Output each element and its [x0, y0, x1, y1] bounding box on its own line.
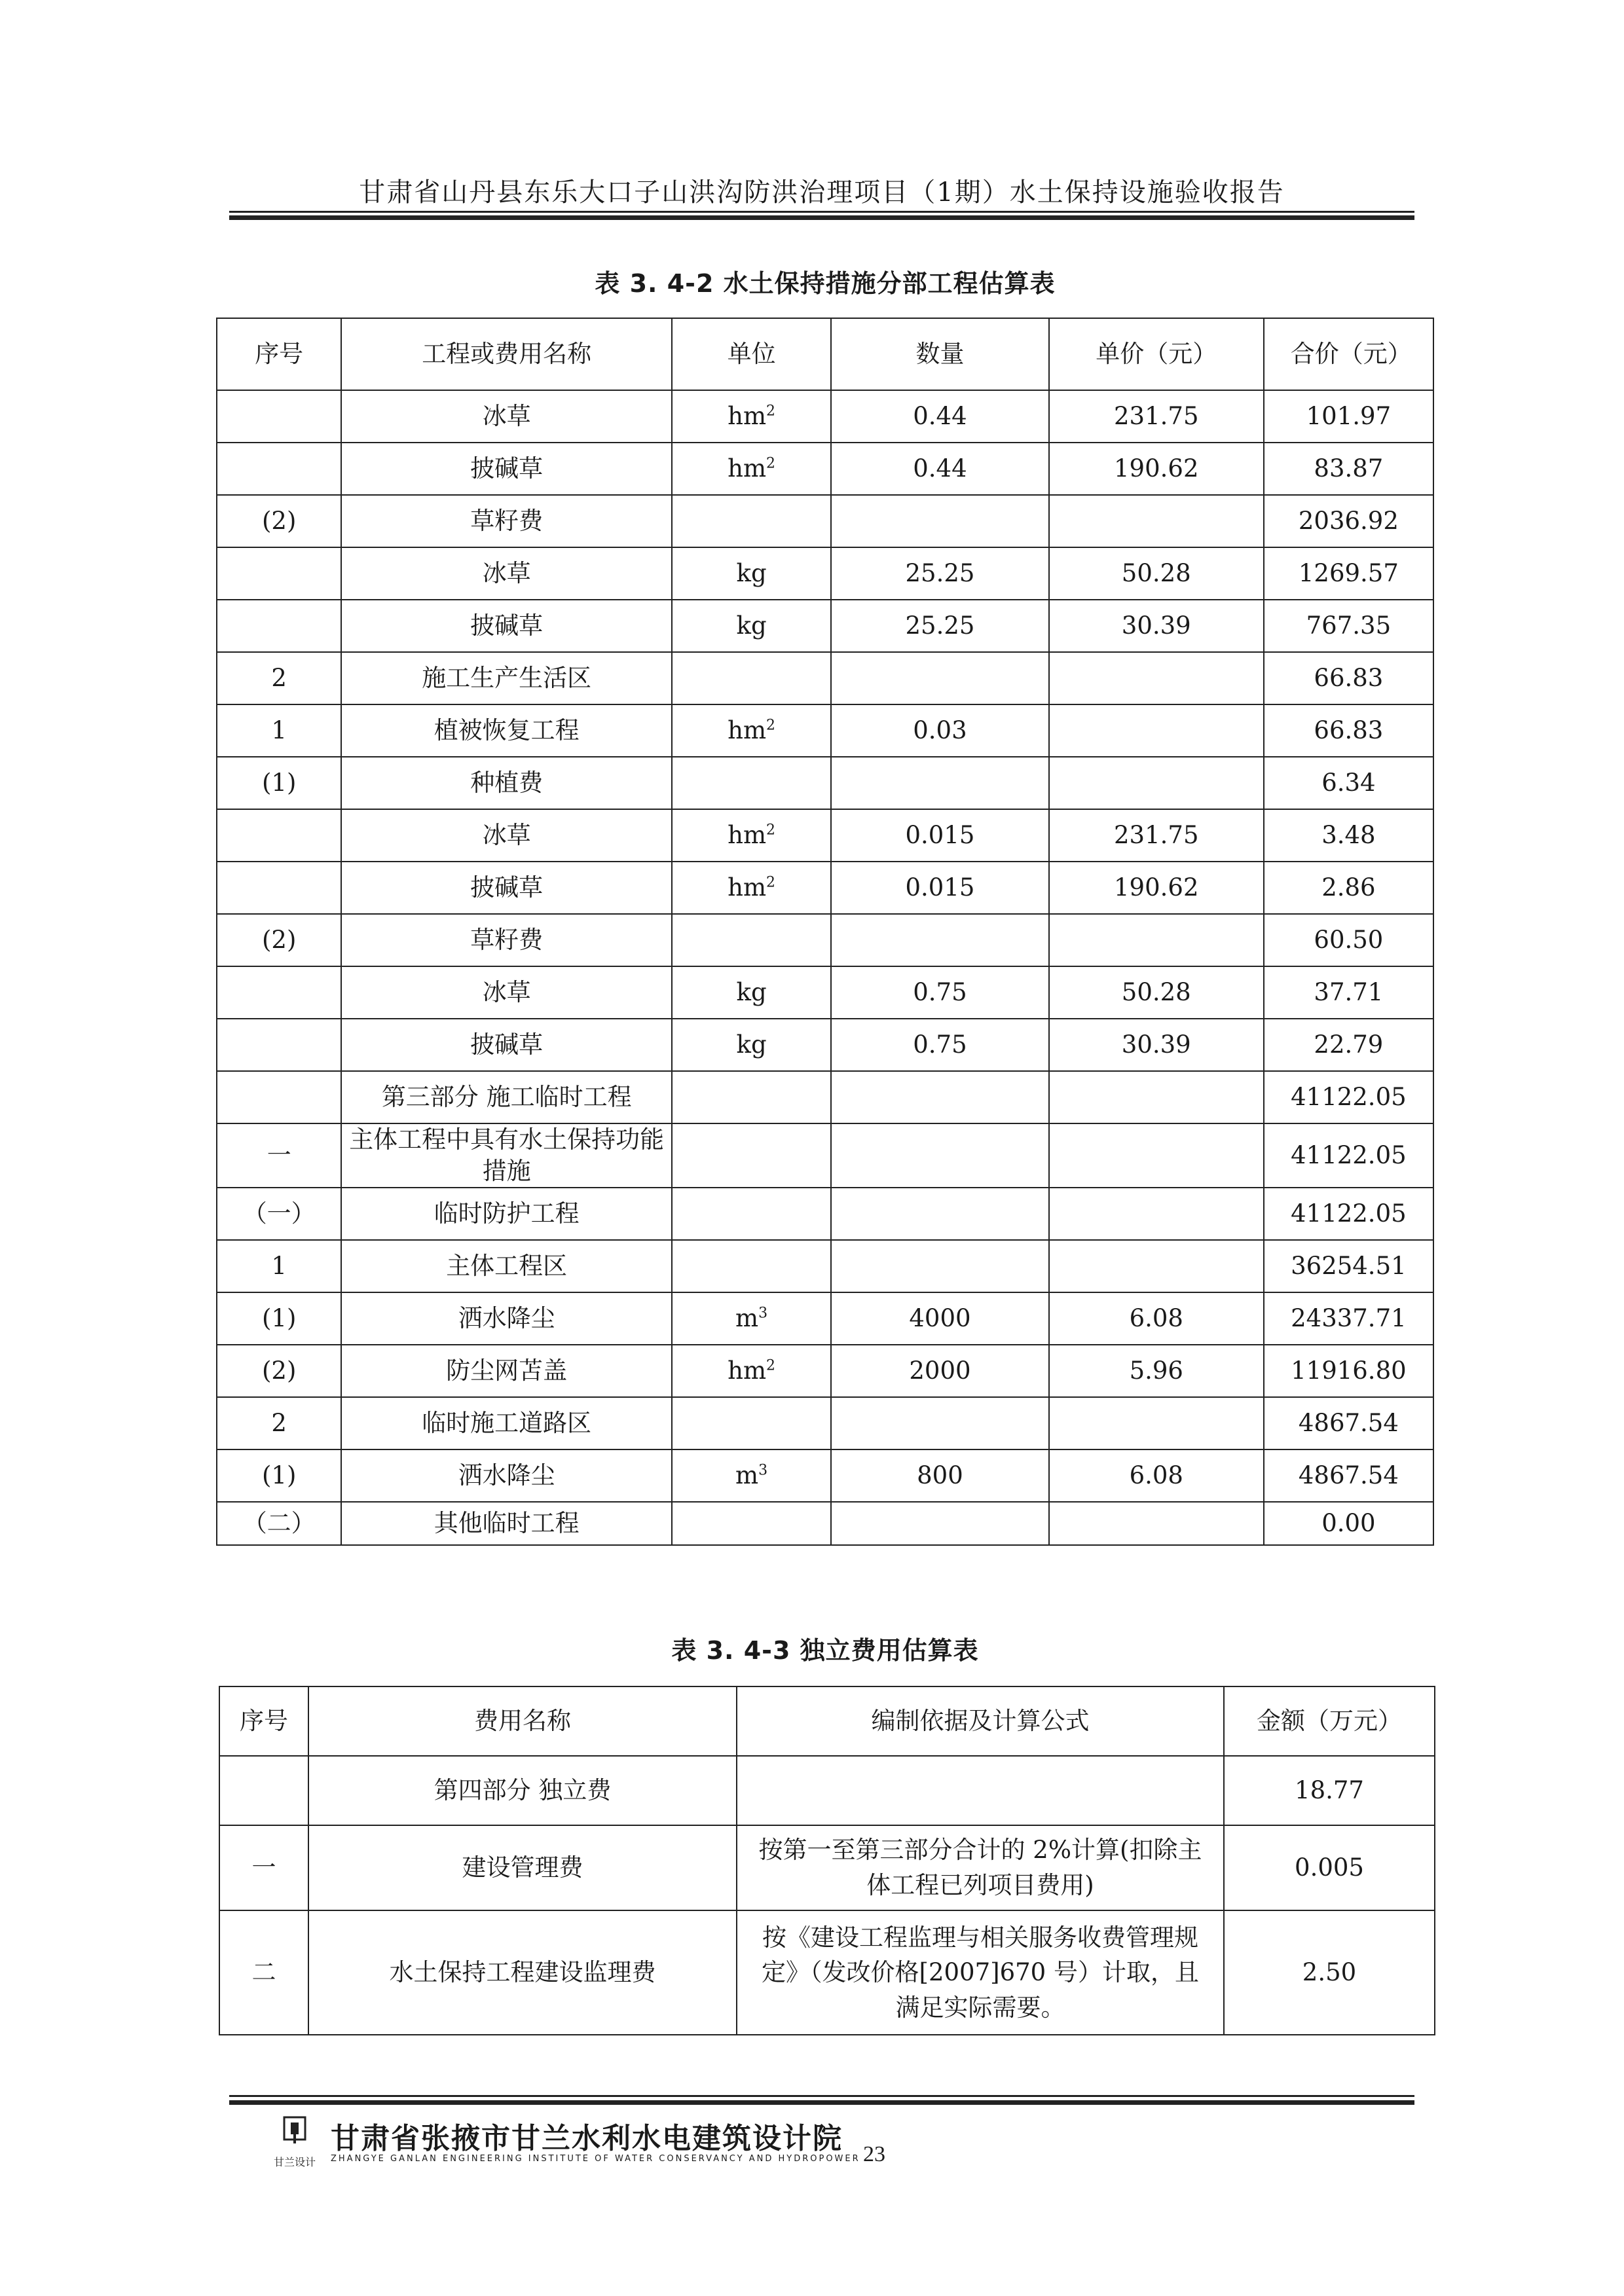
cell-unit: [672, 1123, 831, 1188]
cell-quantity: 4000: [831, 1292, 1049, 1345]
cell-name: 披碱草: [341, 862, 672, 914]
table-row: [217, 914, 1433, 966]
table-row: [217, 1345, 1433, 1397]
cell-unit: $hm^2$: [672, 809, 831, 862]
cell-unit-price: 6.08: [1049, 1449, 1264, 1502]
cell-name: 草籽费: [341, 914, 672, 966]
table-row: [217, 390, 1433, 443]
cell-unit-price: [1049, 1188, 1264, 1240]
cell-unit: $hm^2$: [672, 704, 831, 757]
col-header-unit: 单位: [672, 318, 831, 390]
cell-name: 冰草: [341, 966, 672, 1019]
table-row: [217, 1449, 1433, 1502]
cell-total: 41122.05: [1264, 1071, 1433, 1123]
cell-total: 60.50: [1264, 914, 1433, 966]
cell-total: 24337.71: [1264, 1292, 1433, 1345]
cell-quantity: [831, 757, 1049, 809]
cell-unit: [672, 1071, 831, 1123]
cell-quantity: [831, 1123, 1049, 1188]
cell-unit: [672, 1188, 831, 1240]
table-row: [217, 966, 1433, 1019]
table-row: [219, 1825, 1435, 1910]
cell-unit-price: 231.75: [1049, 390, 1264, 443]
institute-english-name: ZHANGYE GANLAN ENGINEERING INSTITUTE OF WATER CONSERVANCY AND HYDROPOWER: [331, 2154, 860, 2164]
cell-index: [217, 600, 341, 652]
cell-index: (1): [217, 757, 341, 809]
cell-quantity: [831, 914, 1049, 966]
cell-fee-name: 第四部分 独立费: [308, 1756, 737, 1825]
cell-unit: [672, 914, 831, 966]
cell-total: 2036.92: [1264, 495, 1433, 547]
cell-quantity: [831, 1188, 1049, 1240]
cell-unit-price: 231.75: [1049, 809, 1264, 862]
cell-basis: 按第一至第三部分合计的 2%计算(扣除主体工程已列项目费用): [737, 1825, 1224, 1910]
cell-unit: kg: [672, 966, 831, 1019]
cell-unit: [672, 1397, 831, 1449]
cell-quantity: 25.25: [831, 547, 1049, 600]
cell-unit: $hm^2$: [672, 443, 831, 495]
cell-unit: $m^3$: [672, 1449, 831, 1502]
cell-total: 0.00: [1264, 1502, 1433, 1545]
cell-quantity: [831, 652, 1049, 704]
cell-index: [217, 862, 341, 914]
cell-total: 66.83: [1264, 652, 1433, 704]
cell-name: 第三部分 施工临时工程: [341, 1071, 672, 1123]
cell-index: [217, 1019, 341, 1071]
cell-total: 101.97: [1264, 390, 1433, 443]
cell-unit: kg: [672, 547, 831, 600]
cell-unit: kg: [672, 600, 831, 652]
table-row: [217, 1188, 1433, 1240]
cell-name: 洒水降尘: [341, 1449, 672, 1502]
cell-index: （一）: [217, 1188, 341, 1240]
cell-unit: $hm^2$: [672, 862, 831, 914]
cell-unit-price: [1049, 1502, 1264, 1545]
col-header-total: 合价（元）: [1264, 318, 1433, 390]
cell-index: (1): [217, 1292, 341, 1345]
cell-unit: [672, 495, 831, 547]
cell-unit-price: [1049, 1240, 1264, 1292]
table-row: [217, 547, 1433, 600]
cell-unit-price: [1049, 652, 1264, 704]
cell-total: 22.79: [1264, 1019, 1433, 1071]
cell-quantity: [831, 495, 1049, 547]
cell-unit: $m^3$: [672, 1292, 831, 1345]
logo-label: 甘兰设计: [274, 2156, 316, 2168]
cell-index: [217, 547, 341, 600]
cell-index: 一: [219, 1825, 308, 1910]
cell-index: （二）: [217, 1502, 341, 1545]
cell-index: 一: [217, 1123, 341, 1188]
sub-project-estimate-table: [216, 318, 1434, 1546]
table1-body: [217, 390, 1433, 1545]
cell-index: 2: [217, 1397, 341, 1449]
header-divider-thick: [229, 215, 1414, 220]
cell-name: 主体工程中具有水土保持功能措施: [341, 1123, 672, 1188]
cell-index: (2): [217, 914, 341, 966]
cell-unit-price: [1049, 914, 1264, 966]
table-row: [217, 1123, 1433, 1188]
cell-amount: 18.77: [1224, 1756, 1435, 1825]
cell-fee-name: 建设管理费: [308, 1825, 737, 1910]
cell-name: 冰草: [341, 390, 672, 443]
cell-total: 36254.51: [1264, 1240, 1433, 1292]
cell-unit: [672, 652, 831, 704]
cell-name: 披碱草: [341, 1019, 672, 1071]
table-row: [217, 652, 1433, 704]
cell-quantity: [831, 1240, 1049, 1292]
cell-unit: $hm^2$: [672, 390, 831, 443]
cell-quantity: 0.44: [831, 443, 1049, 495]
cell-unit: [672, 757, 831, 809]
cell-amount: 0.005: [1224, 1825, 1435, 1910]
cell-unit-price: [1049, 1123, 1264, 1188]
cell-unit: kg: [672, 1019, 831, 1071]
cell-total: 37.71: [1264, 966, 1433, 1019]
cell-total: 41122.05: [1264, 1188, 1433, 1240]
cell-total: 2.86: [1264, 862, 1433, 914]
institute-name: 甘肃省张掖市甘兰水利水电建筑设计院: [331, 2122, 843, 2155]
col-header-unit-price: 单价（元）: [1049, 318, 1264, 390]
cell-index: 1: [217, 704, 341, 757]
cell-unit-price: 6.08: [1049, 1292, 1264, 1345]
table1-caption: 表 3. 4-2 水土保持措施分部工程估算表: [595, 269, 1056, 298]
cell-index: 二: [219, 1910, 308, 2035]
cell-unit-price: [1049, 1071, 1264, 1123]
cell-quantity: 0.015: [831, 862, 1049, 914]
cell-total: 83.87: [1264, 443, 1433, 495]
cell-basis: 按《建设工程监理与相关服务收费管理规定》（发改价格[2007]670 号）计取，且满足实际需要。: [737, 1910, 1224, 2035]
cell-name: 施工生产生活区: [341, 652, 672, 704]
cell-quantity: 800: [831, 1449, 1049, 1502]
cell-total: 41122.05: [1264, 1123, 1433, 1188]
cell-total: 4867.54: [1264, 1449, 1433, 1502]
table-row: [217, 1502, 1433, 1545]
cell-name: 披碱草: [341, 600, 672, 652]
cell-index: 1: [217, 1240, 341, 1292]
col-header-index: 序号: [219, 1686, 308, 1756]
cell-index: [219, 1756, 308, 1825]
cell-total: 4867.54: [1264, 1397, 1433, 1449]
cell-unit-price: 30.39: [1049, 600, 1264, 652]
cell-index: (1): [217, 1449, 341, 1502]
cell-unit-price: [1049, 1397, 1264, 1449]
cell-index: [217, 443, 341, 495]
cell-quantity: 0.03: [831, 704, 1049, 757]
cell-index: [217, 966, 341, 1019]
cell-index: 2: [217, 652, 341, 704]
col-header-amount: 金额（万元）: [1224, 1686, 1435, 1756]
cell-unit-price: 5.96: [1049, 1345, 1264, 1397]
cell-unit-price: [1049, 495, 1264, 547]
col-header-basis: 编制依据及计算公式: [737, 1686, 1224, 1756]
table-row: [217, 1071, 1433, 1123]
cell-quantity: 0.75: [831, 1019, 1049, 1071]
institute-logo-icon: [283, 2116, 306, 2145]
cell-basis: [737, 1756, 1224, 1825]
table-row: [217, 1397, 1433, 1449]
cell-unit-price: 30.39: [1049, 1019, 1264, 1071]
table-row: [217, 809, 1433, 862]
cell-quantity: 25.25: [831, 600, 1049, 652]
table-row: [219, 1910, 1435, 2035]
cell-index: (2): [217, 1345, 341, 1397]
table-row: [219, 1756, 1435, 1825]
cell-index: [217, 390, 341, 443]
table-row: [217, 862, 1433, 914]
cell-total: 767.35: [1264, 600, 1433, 652]
table-row: [217, 704, 1433, 757]
cell-unit: [672, 1502, 831, 1545]
cell-index: (2): [217, 495, 341, 547]
cell-quantity: [831, 1397, 1049, 1449]
cell-fee-name: 水土保持工程建设监理费: [308, 1910, 737, 2035]
cell-total: 6.34: [1264, 757, 1433, 809]
cell-unit-price: 190.62: [1049, 862, 1264, 914]
cell-total: 11916.80: [1264, 1345, 1433, 1397]
cell-name: 披碱草: [341, 443, 672, 495]
table-row: [217, 1240, 1433, 1292]
cell-unit-price: [1049, 757, 1264, 809]
cell-index: [217, 809, 341, 862]
col-header-quantity: 数量: [831, 318, 1049, 390]
col-header-name: 工程或费用名称: [341, 318, 672, 390]
cell-name: 洒水降尘: [341, 1292, 672, 1345]
cell-quantity: 0.015: [831, 809, 1049, 862]
cell-name: 草籽费: [341, 495, 672, 547]
report-header-title: 甘肃省山丹县东乐大口子山洪沟防洪治理项目（1期）水土保持设施验收报告: [359, 177, 1285, 208]
cell-quantity: [831, 1071, 1049, 1123]
cell-quantity: [831, 1502, 1049, 1545]
cell-total: 1269.57: [1264, 547, 1433, 600]
cell-name: 种植费: [341, 757, 672, 809]
cell-total: 66.83: [1264, 704, 1433, 757]
table-row: [217, 757, 1433, 809]
table-row: [217, 443, 1433, 495]
table-row: [217, 495, 1433, 547]
col-header-index: 序号: [217, 318, 341, 390]
col-header-fee-name: 费用名称: [308, 1686, 737, 1756]
footer-divider-thin: [229, 2095, 1414, 2097]
cell-unit: $hm^2$: [672, 1345, 831, 1397]
independent-cost-table: [219, 1686, 1435, 2035]
cell-name: 冰草: [341, 547, 672, 600]
cell-total: 3.48: [1264, 809, 1433, 862]
cell-name: 临时施工道路区: [341, 1397, 672, 1449]
cell-name: 其他临时工程: [341, 1502, 672, 1545]
table-row: [217, 1292, 1433, 1345]
cell-quantity: 0.44: [831, 390, 1049, 443]
table2-header-row: [219, 1686, 1435, 1756]
table2-caption: 表 3. 4-3 独立费用估算表: [671, 1636, 979, 1665]
cell-quantity: 2000: [831, 1345, 1049, 1397]
cell-name: 植被恢复工程: [341, 704, 672, 757]
table-row: [217, 1019, 1433, 1071]
cell-unit-price: 50.28: [1049, 966, 1264, 1019]
cell-amount: 2.50: [1224, 1910, 1435, 2035]
cell-unit-price: 190.62: [1049, 443, 1264, 495]
cell-index: [217, 1071, 341, 1123]
cell-unit-price: [1049, 704, 1264, 757]
header-divider-thin: [229, 211, 1414, 213]
page-number: 23: [863, 2142, 885, 2166]
cell-name: 主体工程区: [341, 1240, 672, 1292]
cell-unit: [672, 1240, 831, 1292]
table-row: [217, 600, 1433, 652]
cell-unit-price: 50.28: [1049, 547, 1264, 600]
cell-name: 临时防护工程: [341, 1188, 672, 1240]
table2-body: [219, 1756, 1435, 2035]
cell-quantity: 0.75: [831, 966, 1049, 1019]
cell-name: 防尘网苫盖: [341, 1345, 672, 1397]
footer-divider-thick: [229, 2100, 1414, 2105]
table1-header-row: [217, 318, 1433, 390]
cell-name: 冰草: [341, 809, 672, 862]
